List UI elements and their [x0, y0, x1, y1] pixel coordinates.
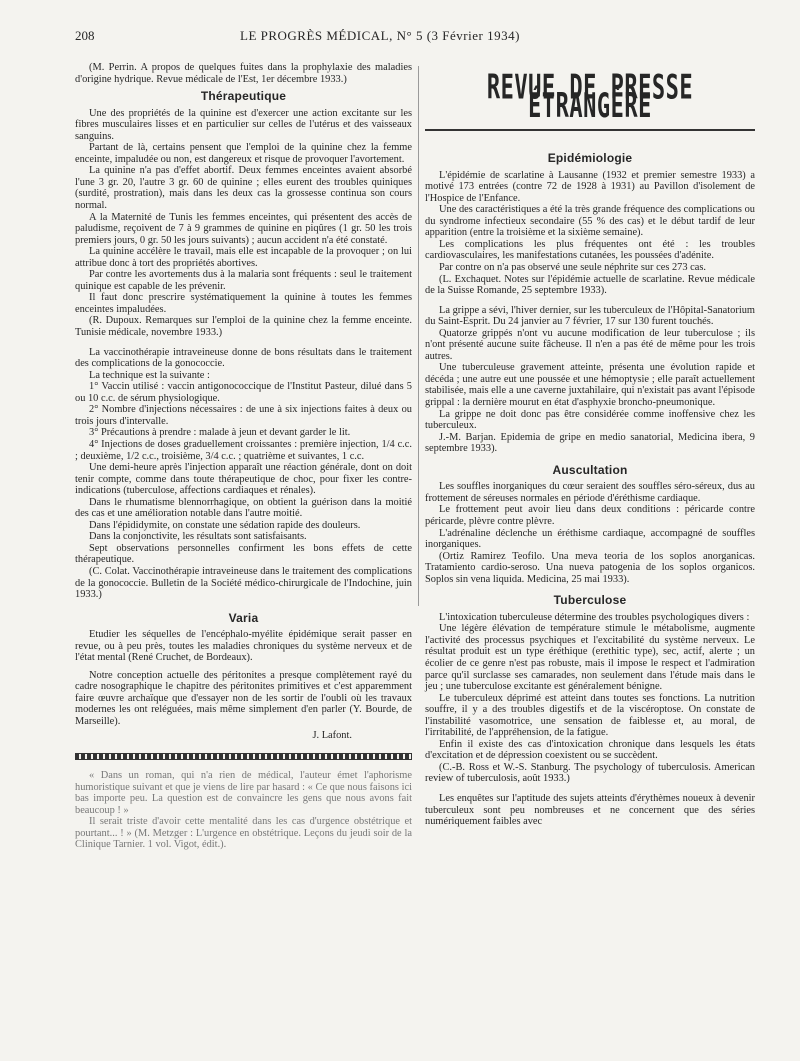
paragraph: Quatorze grippés n'ont vu aucune modification de leur tuberculose ; ils n'ont présenté aucune suite fâcheuse. Il n'en a pas été de même pour les trois autres.: [425, 327, 755, 362]
paragraph: L'épidémie de scarlatine à Lausanne (1932 et premier semestre 1933) a motivé 173 entrées (contre 72 de 1928 à 1931) au Pavillon d'isolement de l'Hospice de l'Enfance.: [425, 169, 755, 204]
column-divider: [418, 66, 419, 606]
paragraph: 1° Vaccin utilisé : vaccin antigonococcique de l'Institut Pasteur, dilué dans 5 ou 10 c.c. de sérum physiologique.: [75, 381, 412, 404]
paragraph: La quinine accélère le travail, mais elle est incapable de la provoquer ; on lui attribue donc à tort des propriétés abortives.: [75, 246, 412, 269]
paragraph: Dans le rhumatisme blennorrhagique, on obtient la guérison dans la moitié des cas et une amélioration notable dans l'autre moitié.: [75, 496, 412, 520]
page-number: 208: [75, 28, 95, 43]
citation: (R. Dupoux. Remarques sur l'emploi de la quinine chez la femme enceinte. Tunisie médicale, novembre 1933.): [75, 315, 412, 339]
paragraph: A la Maternité de Tunis les femmes enceintes, qui présentent des accès de paludisme, reçoivent de 7 à 9 grammes de quinine en piqûres (1 gr. 50 les trois premiers jours, 0 gr. 50 les jours suivants) ; aucun accident n'a été constaté.: [75, 211, 412, 246]
paragraph: La quinine n'a pas d'effet abortif. Deux femmes enceintes avaient absorbé l'une 3 gr. 20, l'autre 3 gr. 60 de quinine ; elles eurent des troubles quiniques (surdité, prostration), mais dans les deux cas la grossesse continua son cours normal.: [75, 165, 412, 212]
paragraph: La grippe a sévi, l'hiver dernier, sur les tuberculeux de l'Hôpital-Sanatorium du Saint-Esprit. Du 24 janvier au 7 février, 17 sur 130 furent touchés.: [425, 304, 755, 328]
paragraph: 4° Injections de doses graduellement croissantes : première injection, 1/4 c.c. ; deuxième, 1/2 c.c., troisième, 3/4 c.c. ; quatrième et suivantes, 1 c.c.: [75, 438, 412, 462]
paragraph: Une demi-heure après l'injection apparaît une réaction générale, dont on doit tenir compte, comme dans toute thérapeutique de choc, pour fixer les contre-indications (tuberculose, affections cardiaques et rénales).: [75, 462, 412, 497]
paragraph: Notre conception actuelle des péritonites a presque complètement rayé du cadre nosographique le chapitre des péritonites primitives et c'est apparemment faire œuvre archaïque que d'essayer non de les sortir de l'oubli où les travaux modernes les ont reléguées, mais même simplement d'en parler (Y. Bourde, de Marseille).: [75, 669, 412, 727]
section-title-epidemiologie: Epidémiologie: [547, 151, 633, 166]
paragraph: Une des caractéristiques a été la très grande fréquence des complications ou du syndrome infectieux secondaire (55 % des cas) et le début tardif de leur apparition (entre la troisième et la sixième semaine).: [425, 204, 755, 239]
paragraph: Dans l'épididymite, on constate une sédation rapide des douleurs.: [89, 519, 361, 531]
paragraph: Par contre les avortements dus à la malaria sont fréquents : seul le traitement quinique est capable de les prévenir.: [75, 269, 412, 292]
paragraph: 3° Précautions à prendre : malade à jeun et devant garder le lit.: [89, 427, 351, 439]
citation: (C. Colat. Vaccinothérapie intraveineuse dans le traitement des complications de la gonococcie. Bulletin de la Société médico-chirurgicale de l'Indochine, juin 1933.): [75, 565, 412, 601]
left-column: [75, 62, 412, 851]
paragraph: La grippe ne doit donc pas être considérée comme inoffensive chez les tuberculeux.: [425, 408, 755, 432]
paragraph: Les souffles inorganiques du cœur seraient des souffles séro-séreux, dus au frottement de séreuses normales en période d'éréthisme cardiaque.: [425, 481, 755, 504]
intro-citation: (M. Perrin. A propos de quelques fuites dans la prophylaxie des maladies d'origine hydrique. Revue médicale de l'Est, 1er décembre 1933.): [75, 62, 412, 85]
paragraph: Le frottement peut avoir lieu dans deux conditions : péricarde contre péricarde, plèvre contre plèvre.: [425, 504, 755, 527]
paragraph: Les complications les plus fréquentes ont été : les troubles cardiovasculaires, les manifestations cutanées, les poussées d'adénite.: [425, 238, 755, 262]
paragraph: L'intoxication tuberculeuse détermine des troubles psychologiques divers :: [439, 611, 750, 623]
section-title-tuberculose: Tuberculose: [553, 593, 627, 608]
paragraph: Une légère élévation de température stimule le métabolisme, augmente l'activité des processus psychiques et l'excitabilité du système nerveux. Le résultat produit est un type éréthique (erethitic type), sec, actif, alerte ; un écolier de ce genre n'est pas robuste, mais il impose le respect et l'admiration parce qu'il surclasse ses camarades, non seulement dans l'étude mais dans le jeu ; une tuberculose excitante est généralement bénigne.: [425, 623, 755, 693]
paragraph: 2° Nombre d'injections nécessaires : de une à six injections faites à deux ou trois jours d'intervalle.: [75, 404, 412, 427]
right-column: [425, 62, 755, 828]
paragraph: Une des propriétés de la quinine est d'exercer une action excitante sur les fibres musculaires lisses et en particulier sur celles de l'utérus et des vaisseaux sanguins.: [75, 107, 412, 142]
paragraph: Le tuberculeux déprimé est atteint dans toutes ses fonctions. La nutrition souffre, il y a des troubles digestifs et de la viscéroptose. On constate de l'instabilité vasomotrice, une sensation de faiblesse et, au moral, de l'irritabilité, de l'appréhension, de la fatigue.: [425, 692, 755, 739]
section-title-auscultation: Auscultation: [552, 462, 628, 477]
citation: (L. Exchaquet. Notes sur l'épidémie actuelle de scarlatine. Revue médicale de la Suisse Romande, 25 septembre 1933).: [425, 273, 755, 297]
paragraph: La vaccinothérapie intraveineuse donne de bons résultats dans le traitement des complications de la gonococcie.: [75, 346, 412, 370]
section-banner: REVUE DE PRESSE ÉTRANGÈRE: [486, 69, 694, 126]
running-header: [0, 28, 800, 48]
paragraph: La technique est la suivante :: [89, 369, 210, 381]
running-title: LE PROGRÈS MÉDICAL, N° 5 (3 Février 1934): [240, 28, 520, 43]
section-title-therapeutique: Thérapeutique: [200, 89, 287, 104]
paragraph: Les enquêtes sur l'aptitude des sujets atteints d'érythèmes noueux à devenir tuberculeux sont peu nombreuses et ne concernent que des séries numériquement faibles avec: [425, 792, 755, 828]
banner-rule: [425, 129, 755, 131]
paragraph: Sept observations personnelles confirment les bons effets de cette thérapeutique.: [75, 542, 412, 566]
paragraph: Une tuberculeuse gravement atteinte, présenta une évolution rapide et décéda ; une autre eut une poussée et une hémoptysie ; elle paraît actuellement stabilisée, mais elle a une caverne juxtahilaire, qui n'existait pas avant l'épisode grippal : la dernière mourut en état d'asphyxie broncho-pneumonique.: [425, 362, 755, 409]
ornamental-separator: [75, 753, 412, 760]
citation: (C.-B. Ross et W.-S. Stanburg. The psychology of tuberculosis. American review of tuberculosis, août 1933.): [425, 761, 755, 785]
footnote-paragraph: Il serait triste d'avoir cette mentalité dans les cas d'urgence obstétrique et pourtant... ! » (M. Metzger : L'urgence en obstétrique. Leçons du jeudi soir de la Clinique Tarnier. 1 vol. Vigot, édit.).: [75, 816, 412, 851]
citation: (Ortiz Ramirez Teofilo. Una meva teoria de los soplos anorganicas. Tratamiento cardio-seroso. Una nueva patogenia de los soplos organicos. Soplos sin vena liquida. Medicina, 25 mai 1933).: [425, 550, 755, 585]
paragraph: L'adrénaline déclenche un éréthisme cardiaque, accompagné de souffles inorganiques.: [425, 527, 755, 551]
paragraph: Dans la conjonctivite, les résultats sont satisfaisants.: [89, 531, 307, 543]
paragraph: Partant de là, certains pensent que l'emploi de la quinine chez la femme enceinte, impaludée ou non, est dangereux et risque de provoquer l'avortement.: [75, 142, 412, 165]
paragraph: Enfin il existe des cas d'intoxication chronique dans lesquels les états d'excitation et de dépression coexistent ou se succèdent.: [425, 738, 755, 762]
footnote-paragraph: « Dans un roman, qui n'a rien de médical, l'auteur émet l'aphorisme humoristique suivant et que je viens de lire par hasard : « Ce que nous faisons ici bas importe peu. La question est de convaincre les gens que nous avons fait beaucoup ! »: [75, 770, 412, 816]
paragraph: Par contre on n'a pas observé une seule néphrite sur ces 273 cas.: [439, 262, 707, 274]
paragraph: Il faut donc prescrire systématiquement la quinine à toutes les femmes enceintes impaludées.: [75, 292, 412, 315]
author-signature: J. Lafont.: [312, 729, 352, 741]
citation: J.-M. Barjan. Epidemia de gripe en medio sanatorial, Medicina ibera, 9 septembre 1933).: [425, 431, 755, 455]
section-title-varia: Varia: [228, 610, 259, 625]
paragraph: Etudier les séquelles de l'encéphalo-myélite épidémique serait passer en revue, ou à peu près, toutes les maladies chroniques du système nerveux et de l'état mental (René Cruchet, de Bordeaux).: [75, 629, 412, 664]
